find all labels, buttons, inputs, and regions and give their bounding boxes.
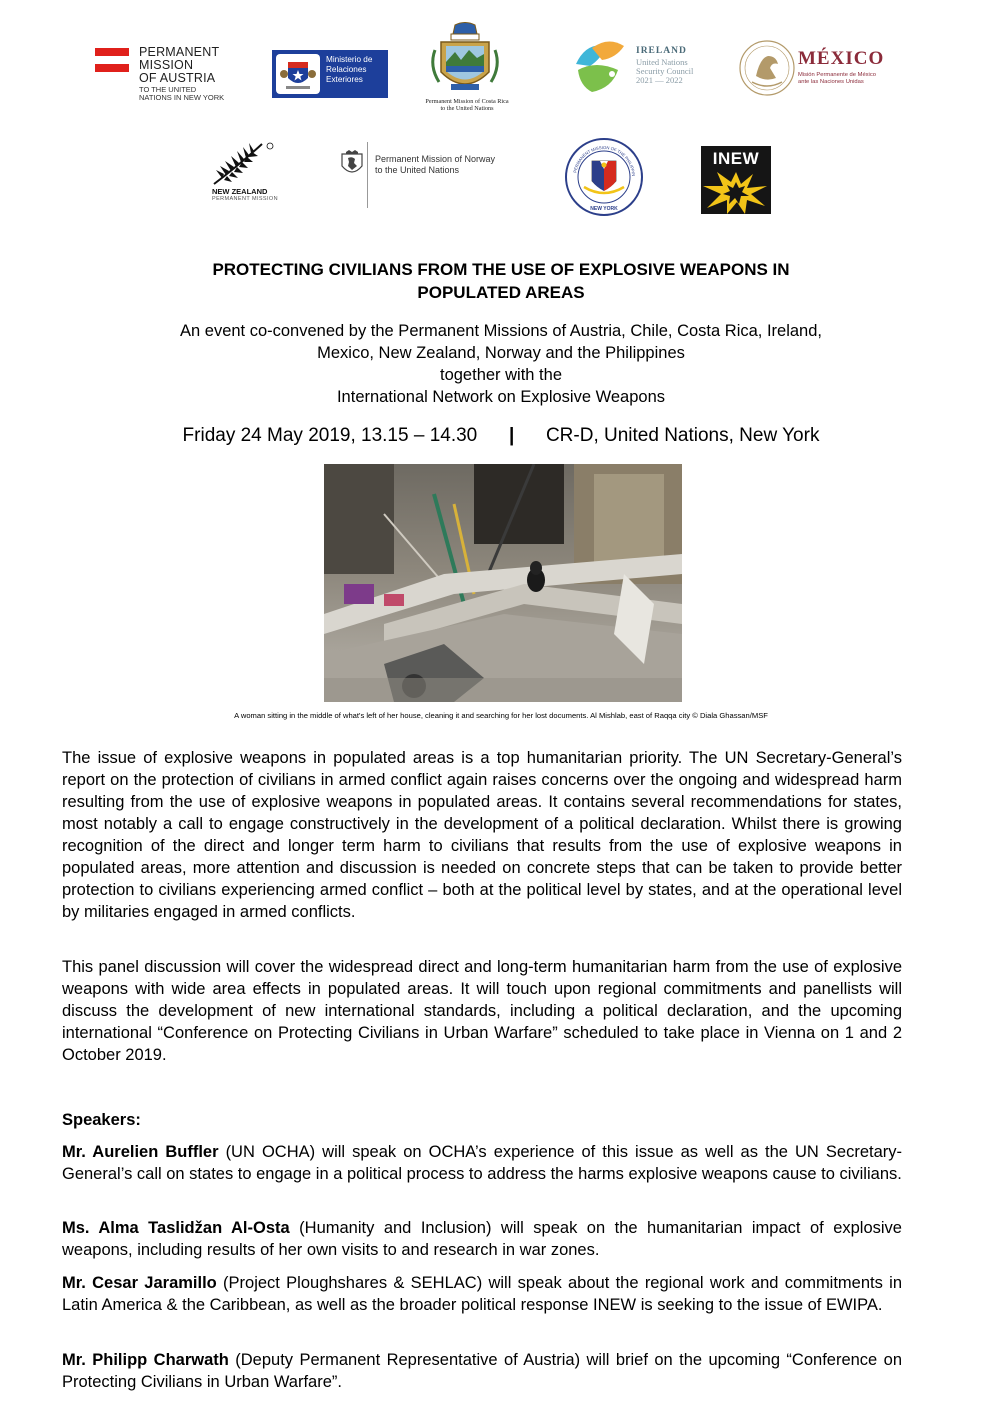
chile-logo-line3: Exteriores (326, 75, 363, 84)
speakers-heading: Speakers: (62, 1111, 141, 1129)
inew-logo (701, 146, 771, 214)
chile-ministry-logo (272, 50, 388, 98)
ireland-logo-subtext (636, 58, 716, 85)
mexico-logo-subtext (798, 72, 908, 85)
document-title (60, 258, 942, 304)
ireland-security-council-logo (572, 36, 712, 98)
chile-logo-line1: Ministerio de (326, 55, 373, 64)
speaker-description: (Humanity and Inclusion) will speak on the humanitarian impact of explosive weapons, including results of her own visits to and research in war zones. (62, 1219, 902, 1259)
ireland-logo-line3: 2021 — 2022 (636, 75, 683, 85)
costa-rica-mission-logo (425, 22, 509, 114)
norway-logo-line1: Permanent Mission of Norway (375, 154, 496, 164)
chile-logo-text (326, 55, 386, 85)
austria-logo-line2: MISSION (139, 58, 194, 72)
philippines-seal-icon (564, 137, 644, 217)
ireland-logo-line2: Security Council (636, 66, 694, 76)
body-paragraph-2: This panel discussion will cover the widespread direct and long-term humanitarian harm from the use of explosive weapons with wide area effects in populated areas. It will touch upon regional commitments and panellists will discuss the development of new international standards, including a political declaration, and the upcoming international “Conference on Protecting Civilians in Urban Warfare” scheduled to take place in Vienna on 1 and 2 October 2019. (62, 958, 902, 1064)
costa-rica-coat-of-arms-icon (425, 22, 505, 98)
speaker-item (62, 1349, 902, 1393)
dateline-separator: | (508, 425, 515, 446)
speaker-description: (Project Ploughshares & SEHLAC) will speak about the regional work and commitments in Latin America & the Caribbean, as well as the broader political response INEW is seeking to the issue of EWIPA. (62, 1274, 902, 1314)
subtitle-line3: together with the (440, 366, 562, 384)
silver-fern-icon (208, 140, 278, 186)
body-paragraph-1: The issue of explosive weapons in populated areas is a top humanitarian priority. The UN Secretary-General’s report on the protection of civilians in armed conflict again raises concerns over the ongoing and widespread harm resulting from the use of explosive weapons in populated areas. It contains several recommendations for states, most notably a call to engage constructively in the development of a political declaration. Whilst there is growing recognition of the direct and longer term harm to civilians that results from the use of explosive weapons in populated areas, more attention and discussion is needed on concrete steps that can be taken to provide better protection to civilians experiencing armed conflict – both at the political level by states, and at the operational level by militaries engaged in armed conflicts. (62, 749, 902, 921)
inew-logo-word: INEW (712, 149, 760, 168)
subtitle-line2: Mexico, New Zealand, Norway and the Philippines (317, 344, 685, 362)
philippines-mission-seal (564, 137, 644, 217)
austria-logo-text (139, 46, 249, 85)
svg-text:NEW YORK: NEW YORK (590, 206, 618, 212)
norway-mission-logo (340, 142, 520, 208)
chile-coat-of-arms-icon (276, 54, 320, 94)
speaker-item (62, 1141, 902, 1185)
austria-logo-small1: TO THE UNITED (139, 85, 197, 94)
austria-logo-small2: NATIONS IN NEW YORK (139, 93, 225, 102)
austria-mission-logo (95, 44, 245, 106)
event-photo (324, 464, 682, 702)
speaker-name: Ms. Alma Taslidžan Al-Osta (62, 1219, 290, 1237)
mexico-logo-word: MÉXICO (798, 48, 885, 69)
event-date: Friday 24 May 2019, 13.15 – 14.30 (182, 425, 478, 446)
austria-logo-subtext (139, 86, 249, 102)
nz-logo-line1: NEW ZEALAND (212, 187, 268, 196)
norway-logo-divider (367, 142, 368, 208)
mexico-logo-sub1: Misión Permanente de México (798, 72, 876, 78)
svg-text:PERMANENT MISSION OF THE PHILI: PERMANENT MISSION OF THE PHILIPPIN (572, 144, 637, 177)
event-dateline (60, 424, 942, 448)
austria-flag-icon (95, 48, 129, 72)
costa-rica-logo-text (421, 98, 513, 112)
explosion-icon (701, 168, 771, 214)
mexico-mission-logo (738, 38, 902, 100)
speaker-item (62, 1272, 902, 1316)
title-line2: POPULATED AREAS (417, 283, 585, 302)
new-zealand-mission-logo (208, 140, 288, 206)
speaker-name: Mr. Aurelien Buffler (62, 1143, 219, 1161)
nz-logo-line2: PERMANENT MISSION (212, 196, 278, 202)
norway-logo-line2: to the United Nations (375, 165, 460, 175)
event-subtitle (60, 320, 942, 408)
photo-caption: A woman sitting in the middle of what's left of her house, cleaning it and searching for her lost documents. Al Mishlab, east of Raqqa city © Diala Ghassan/MSF (234, 711, 768, 720)
norway-logo-text (375, 154, 525, 176)
speaker-description: (Deputy Permanent Representative of Austria) will brief on the upcoming “Conference on Protecting Civilians in Urban Warfare”. (62, 1351, 902, 1391)
title-line1: PROTECTING CIVILIANS FROM THE USE OF EXPLOSIVE WEAPONS IN (212, 260, 790, 279)
ireland-logo-line1: United Nations (636, 57, 688, 67)
ireland-logo-word: IRELAND (636, 46, 687, 56)
costa-rica-logo-line2: to the United Nations (440, 105, 494, 112)
ireland-dove-icon (572, 36, 634, 98)
costa-rica-logo-line1: Permanent Mission of Costa Rica (425, 98, 509, 105)
austria-logo-line1: PERMANENT (139, 45, 220, 59)
mexico-eagle-seal-icon (738, 38, 796, 98)
rubble-photo-illustration (324, 464, 682, 702)
speaker-description: (UN OCHA) will speak on OCHA’s experience of this issue as well as the UN Secretary-General’s call on states to engage in a political process to address the harms explosive weapons cause to civilians. (62, 1143, 902, 1183)
speaker-name: Mr. Philipp Charwath (62, 1351, 229, 1369)
norway-lion-crest-icon (340, 150, 364, 178)
subtitle-line4: International Network on Explosive Weapons (336, 388, 666, 406)
speaker-item (62, 1217, 902, 1261)
austria-logo-line3: OF AUSTRIA (139, 71, 216, 85)
chile-logo-line2: Relaciones (326, 65, 367, 74)
speaker-name: Mr. Cesar Jaramillo (62, 1274, 217, 1292)
mexico-logo-sub2: ante las Naciones Unidas (798, 78, 864, 85)
event-venue: CR-D, United Nations, New York (545, 425, 820, 446)
subtitle-line1: An event co-convened by the Permanent Missions of Austria, Chile, Costa Rica, Ireland, (180, 322, 822, 340)
